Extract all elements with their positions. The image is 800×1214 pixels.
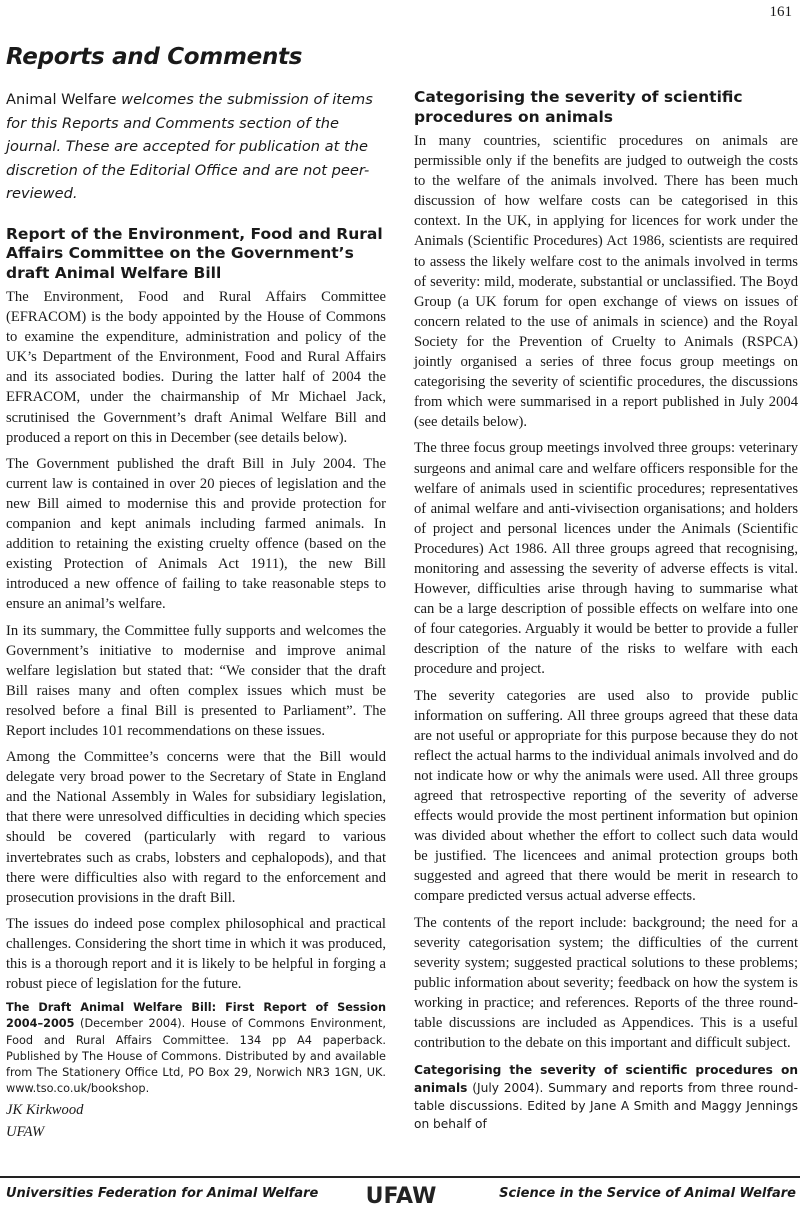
- ufaw-logo-icon: [366, 1180, 436, 1210]
- paragraph: The contents of the report include: background; the need for a severity categorisation system; the difficulties of the current severity system; suggested practical solutions to these problems; public information about severity; feedback on how the system is working in practice; and references. Reports of the three round-table discussions are included as Appendices. This is a useful contribution to the debate on this important and difficult subject.: [414, 914, 798, 1052]
- journal-name: Animal Welfare: [6, 91, 117, 108]
- paragraph: The Environment, Food and Rural Affairs Committee (EFRACOM) is the body appointed by the House of Commons to examine the expenditure, administration and policy of the UK’s Department of the Environment, Food and Rural Affairs and its associated bodies. During the latter half of 2004 the EFRACOM, under the chairmanship of Mr Michael Jack, scrutinised the Government’s draft Animal Welfare Bill and produced a report on this in December (see details below).: [6, 289, 386, 446]
- article2-body: [414, 131, 798, 1053]
- intro-text: welcomes the submission of items for this Reports and Comments section of the journal. These are accepted for publication at the discretion of the Editorial Office and are not peer-reviewed.: [6, 91, 373, 202]
- paragraph: In many countries, scientific procedures on animals are permissible only if the benefits are judged to outweigh the costs to the welfare of the animals involved. There has been much discussion of how welfare costs can be categorised in this context. In the UK, in applying for licences for work under the Animals (Scientific Procedures) Act 1986, scientists are required to assess the likely welfare cost to the animals involved in terms of severity: mild, moderate, substantial or unclassified. The Boyd Group (a UK forum for open exchange of views on issues of concern related to the use of animals in science) and the Royal Society for the Prevention of Cruelty to Animals (RSPCA) jointly organised a series of three focus group meetings on categorising the severity of scientific procedures, the discussions from which were summarised in a report published in July 2004 (see details below).: [414, 133, 798, 431]
- article1-title: Report of the Environment, Food and Rural Affairs Committee on the Government’s draft Animal Welfare Bill: [6, 224, 383, 282]
- intro-note: [6, 88, 386, 206]
- right-column: [414, 88, 798, 1135]
- reference-details: (December 2004). House of Commons Environment, Food and Rural Affairs Committee. 134 pp A4 paperback. Published by The House of Commons. Distributed by and available from The Stationery Office Ltd, PO Box 29, Norwich NR3 1GN, UK. www.tso.co.uk/bookshop.: [6, 1017, 386, 1096]
- article2-reference: [414, 1061, 798, 1133]
- footer-tagline: Science in the Service of Animal Welfare: [499, 1186, 796, 1201]
- paragraph: The severity categories are used also to provide public information on suffering. All three groups agreed that these data are not useful or appropriate for this purpose because they do not reflect the actual harms to the individual animals involved and do not indicate how or why the animals were used. All three groups agreed that retrospective reporting of the severity of adverse effects would provide the most pertinent information but opinion was divided about whether the effort to collect such data would be justified. The licencees and animal protection groups both suggested and agreed that there would be merit in research to compare predicted versus actual adverse effects.: [414, 687, 798, 905]
- author-affiliation: UFAW: [6, 1124, 45, 1141]
- paragraph: Among the Committee’s concerns were that the Bill would delegate very broad power to the Secretary of State in England and the National Assembly in Wales for subsidiary legislation, that there were unresolved difficulties in deciding which species should be covered (particularly with regard to various invertebrates such as crabs, lobsters and cephalopods), and that there were difficulties also with regard to the enforcement and prosecution provisions in the draft Bill.: [6, 749, 386, 906]
- paragraph: The issues do indeed pose complex philosophical and practical challenges. Considering the short time in which it was produced, this is a thorough report and it is likely to be helpful in forging a robust piece of legislation for the future.: [6, 915, 386, 993]
- author-name: JK Kirkwood: [6, 1102, 84, 1119]
- article2-title: Categorising the severity of scientific procedures on animals: [414, 88, 743, 126]
- reference-title: The Draft Animal Welfare Bill: First Report of Session 2004–2005: [6, 1001, 386, 1031]
- logo-text: UFAW: [366, 1184, 436, 1209]
- article1-reference: [6, 1000, 386, 1097]
- paragraph: The Government published the draft Bill in July 2004. The current law is contained in over 20 pieces of legislation and the new Bill aimed to modernise this and provide protection for companion and kept animals including farmed animals. In addition to retaining the existing cruelty offence (based on the existing Protection of Animals Act 1911), the new Bill introduced a new offence of failing to take reasonable steps to ensure an animal’s welfare.: [6, 455, 386, 613]
- article1-body: [6, 287, 386, 994]
- reference-details: (July 2004). Summary and reports from three round-table discussions. Edited by Jane A Smith and Maggy Jennings on behalf of: [414, 1081, 798, 1132]
- footer-publisher: Universities Federation for Animal Welfare: [6, 1186, 319, 1201]
- page-number: 161: [769, 4, 792, 20]
- paragraph: The three focus group meetings involved three groups: veterinary surgeons and animal care and welfare officers responsible for the welfare of animals used in scientific procedures; representatives of animal welfare and anti-vivisection organisations; and holders of project and personal licences under the Animals (Scientific Procedures) Act 1986. All three groups agreed that recognising, monitoring and assessing the severity of adverse effects is vital. However, difficulties arise through having to summarise what can be a large description of possible effects on welfare into one of four categories. Arguably it would be better to provide a fuller description of the nature of the risks to welfare with each procedure and project.: [414, 440, 798, 678]
- left-column: [6, 88, 386, 1143]
- section-heading: Reports and Comments: [6, 44, 303, 70]
- reference-title: Categorising the severity of scientific procedures on animals: [414, 1063, 798, 1096]
- paragraph: In its summary, the Committee fully supports and welcomes the Government’s initiative to modernise and improve animal welfare legislation but stated that: “We consider that the draft Bill raises many and often complex issues which must be resolved before a final Bill is presented to Parliament”. The Report includes 101 recommendations on these issues.: [6, 622, 386, 739]
- page-footer: [0, 1176, 800, 1214]
